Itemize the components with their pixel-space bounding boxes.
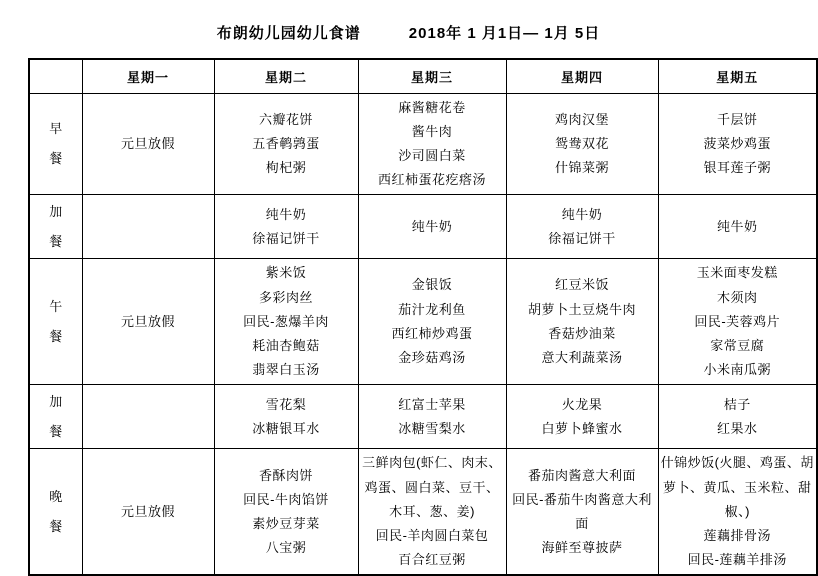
dish-line: 元旦放假 [120,135,175,151]
menu-cell-dinner-monday [82,449,214,575]
dish-line: 百合红豆粥 [398,551,466,567]
corner-header [29,59,82,93]
menu-cell-breakfast-thursday [506,93,658,194]
dish-line: 回民-番茄牛肉酱意大利面 [512,491,652,531]
dish-line: 鸳鸯双花 [554,135,609,151]
dish-line: 六瓣花饼 [258,111,313,127]
day-header-friday: 星期五 [658,59,817,93]
dish-line: 红果水 [716,420,758,436]
menu-cell-afternoon-snack-tuesday [214,384,358,449]
menu-cell-breakfast-wednesday [358,93,506,194]
dish-line: 玉米面枣发糕 [696,265,778,281]
meal-label-lunch [29,259,82,384]
menu-cell-dinner-wednesday [358,449,506,575]
menu-cell-afternoon-snack-friday [658,384,817,449]
meal-label-text: 加餐 [49,203,63,249]
dish-line: 紫米饭 [265,265,307,281]
dish-line: 桔子 [723,396,751,412]
menu-cell-afternoon-snack-thursday [506,384,658,449]
dish-line: 纯牛奶 [561,206,603,222]
dish-line: 回民-牛肉馅饼 [243,491,329,507]
afternoon-snack-row [29,384,817,449]
dish-line: 西红柿蛋花疙瘩汤 [377,171,486,187]
meal-label-text: 加餐 [49,393,63,439]
dish-line: 火龙果 [561,396,603,412]
day-header-wednesday: 星期三 [358,59,506,93]
dish-line: 茄汁龙利鱼 [398,301,466,317]
meal-label-morning-snack [29,194,82,259]
menu-cell-morning-snack-tuesday [214,194,358,259]
dish-line: 意大利蔬菜汤 [541,349,623,365]
dinner-row [29,449,817,575]
dish-line: 莲藕排骨汤 [703,527,771,543]
dish-line: 徐福记饼干 [548,230,616,246]
dish-line: 回民-芙蓉鸡片 [694,313,781,329]
dish-line: 家常豆腐 [710,337,765,353]
menu-cell-lunch-monday [82,259,214,384]
menu-cell-morning-snack-monday [82,194,214,259]
dish-line: 番茄肉酱意大利面 [527,467,636,483]
menu-cell-morning-snack-friday [658,194,817,259]
menu-cell-breakfast-monday [82,93,214,194]
dish-line: 红富士苹果 [398,396,466,412]
dish-line: 胡萝卜土豆烧牛肉 [527,301,636,317]
page-title: 布朗幼儿园幼儿食谱 [216,25,361,42]
dish-line: 什锦菜粥 [554,159,609,175]
dish-line: 西红柿炒鸡蛋 [391,325,473,341]
menu-cell-lunch-wednesday [358,259,506,384]
meal-label-dinner [29,449,82,575]
menu-cell-morning-snack-thursday [506,194,658,259]
dish-line: 沙司圆白菜 [398,147,466,163]
menu-cell-dinner-thursday [506,449,658,575]
dish-line: 香酥肉饼 [258,467,313,483]
day-header-tuesday: 星期二 [214,59,358,93]
menu-cell-breakfast-tuesday [214,93,358,194]
dish-line: 金银饭 [411,277,453,293]
dish-line: 金珍菇鸡汤 [398,349,466,365]
dish-line: 素炒豆芽菜 [252,515,320,531]
dish-line: 木须肉 [716,289,758,305]
dish-line: 回民-羊肉圆白菜包 [375,527,489,543]
dish-line: 八宝粥 [265,539,307,555]
day-header-thursday: 星期四 [506,59,658,93]
breakfast-row [29,93,817,194]
meal-label-text: 晚餐 [49,488,63,534]
menu-cell-dinner-friday [658,449,817,575]
meal-label-breakfast [29,93,82,194]
lunch-row [29,259,817,384]
dish-line: 多彩肉丝 [258,289,313,305]
dish-line: 元旦放假 [120,503,175,519]
menu-cell-dinner-tuesday [214,449,358,575]
header-row [29,59,817,93]
dish-line: 元旦放假 [120,313,175,329]
dish-line: 纯牛奶 [265,206,307,222]
dish-line: 冰糖银耳水 [252,420,320,436]
date-range: 2018年 1 月1日— 1月 5日 [408,25,601,42]
dish-line: 白萝卜蜂蜜水 [541,420,623,436]
morning-snack-row [29,194,817,259]
dish-line: 耗油杏鲍菇 [252,337,320,353]
dish-line: 红豆米饭 [554,277,609,293]
dish-line: 香菇炒油菜 [548,325,616,341]
dish-line: 鸡肉汉堡 [554,111,609,127]
dish-line: 麻酱糖花卷 [398,99,466,115]
dish-line: 菠菜炒鸡蛋 [703,135,771,151]
dish-line: 小米南瓜粥 [703,361,771,377]
dish-line: 冰糖雪梨水 [398,420,466,436]
meal-label-text: 早餐 [49,120,63,166]
dish-line: 纯牛奶 [716,218,758,234]
menu-cell-breakfast-friday [658,93,817,194]
menu-cell-lunch-tuesday [214,259,358,384]
dish-line: 纯牛奶 [411,218,453,234]
menu-cell-lunch-thursday [506,259,658,384]
dish-line: 雪花梨 [265,396,307,412]
dish-line: 徐福记饼干 [252,230,320,246]
dish-line: 枸杞粥 [265,159,307,175]
menu-table [28,58,818,576]
menu-cell-morning-snack-wednesday [358,194,506,259]
dish-line: 回民-葱爆羊肉 [243,313,329,329]
dish-line: 五香鹌鹑蛋 [252,135,320,151]
dish-line: 酱牛肉 [411,123,453,139]
dish-line: 千层饼 [716,111,758,127]
dish-line: 三鲜肉包(虾仁、肉末、鸡蛋、圆白菜、豆干、木耳、葱、姜) [362,455,502,519]
day-header-monday: 星期一 [82,59,214,93]
dish-line: 海鲜至尊披萨 [541,539,623,555]
dish-line: 翡翠白玉汤 [252,361,320,377]
menu-cell-lunch-friday [658,259,817,384]
dish-line: 回民-莲藕羊排汤 [687,551,787,567]
menu-cell-afternoon-snack-monday [82,384,214,449]
page-title-row [0,22,817,43]
dish-line: 银耳莲子粥 [703,159,771,175]
meal-label-text: 午餐 [49,298,63,344]
menu-cell-afternoon-snack-wednesday [358,384,506,449]
dish-line: 什锦炒饭(火腿、鸡蛋、胡萝卜、黄瓜、玉米粒、甜椒、) [660,455,814,519]
meal-label-afternoon-snack [29,384,82,449]
